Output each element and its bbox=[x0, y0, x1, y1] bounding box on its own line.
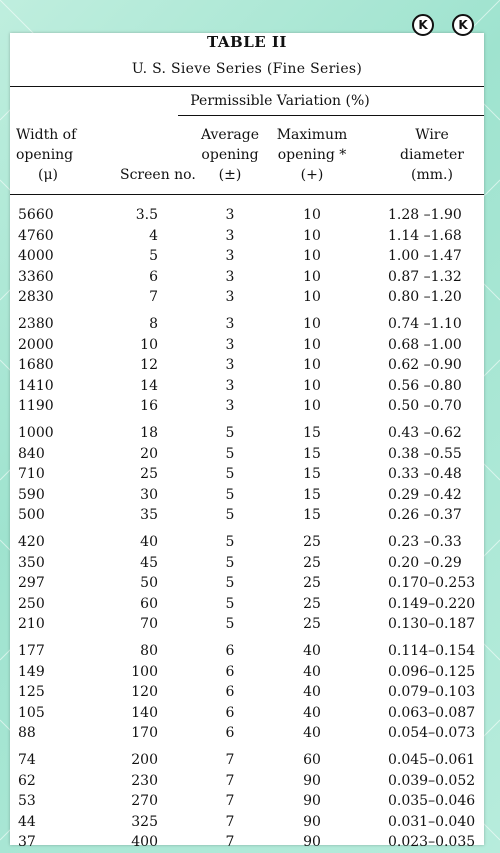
cell-width: 2830 bbox=[18, 289, 54, 306]
cell-avg: 3 bbox=[225, 289, 235, 306]
cell-width: 1190 bbox=[18, 398, 54, 415]
cell-wire: 1.00 –1.47 bbox=[388, 248, 462, 265]
cell-max: 10 bbox=[303, 268, 321, 285]
header-max: Maximum opening * (+) bbox=[276, 127, 348, 183]
cell-wire: 1.28 –1.90 bbox=[388, 207, 462, 223]
table-row bbox=[10, 553, 484, 573]
cell-avg: 7 bbox=[225, 793, 235, 810]
cell-avg: 3 bbox=[225, 357, 235, 374]
cell-avg: 7 bbox=[225, 813, 235, 830]
cell-max: 40 bbox=[303, 663, 321, 680]
cell-max: 25 bbox=[303, 534, 321, 550]
table-row bbox=[10, 812, 484, 832]
cell-max: 15 bbox=[303, 486, 321, 503]
cell-max: 40 bbox=[303, 704, 321, 721]
table-row bbox=[10, 226, 484, 246]
cell-width: 2380 bbox=[18, 316, 54, 332]
cell-screen: 60 bbox=[140, 595, 158, 612]
cell-wire: 0.56 –0.80 bbox=[388, 377, 462, 394]
corner-badges bbox=[412, 14, 474, 36]
table-row bbox=[10, 376, 484, 396]
cell-screen: 35 bbox=[140, 507, 158, 524]
cell-width: 1000 bbox=[18, 425, 54, 441]
cell-wire: 0.33 –0.48 bbox=[388, 466, 462, 483]
table-row bbox=[10, 771, 484, 791]
cell-avg: 5 bbox=[225, 486, 235, 503]
header-wire: Wire diameter (mm.) bbox=[400, 127, 464, 183]
table-row bbox=[10, 723, 484, 743]
table-row bbox=[10, 267, 484, 287]
cell-screen: 30 bbox=[140, 486, 158, 503]
cell-avg: 5 bbox=[225, 616, 235, 633]
table-row bbox=[10, 355, 484, 375]
cell-max: 15 bbox=[303, 507, 321, 524]
cell-max: 25 bbox=[303, 595, 321, 612]
cell-avg: 6 bbox=[225, 725, 235, 742]
cell-avg: 5 bbox=[225, 575, 235, 592]
cell-width: 53 bbox=[18, 793, 36, 810]
cell-avg: 7 bbox=[225, 834, 235, 851]
cell-wire: 0.50 –0.70 bbox=[388, 398, 462, 415]
cell-wire: 0.26 –0.37 bbox=[388, 507, 462, 524]
cell-width: 62 bbox=[18, 772, 36, 789]
cell-max: 15 bbox=[303, 425, 321, 441]
cell-avg: 3 bbox=[225, 207, 235, 223]
cell-width: 710 bbox=[18, 466, 45, 483]
cell-screen: 200 bbox=[131, 752, 158, 768]
cell-width: 105 bbox=[18, 704, 45, 721]
rule-header bbox=[10, 194, 484, 195]
cell-wire: 0.096–0.125 bbox=[388, 663, 476, 680]
cell-width: 420 bbox=[18, 534, 45, 550]
cell-width: 210 bbox=[18, 616, 45, 633]
cell-wire: 0.063–0.087 bbox=[388, 704, 476, 721]
cell-screen: 18 bbox=[140, 425, 158, 441]
cell-wire: 0.149–0.220 bbox=[388, 595, 476, 612]
cell-max: 90 bbox=[303, 793, 321, 810]
cell-max: 10 bbox=[303, 377, 321, 394]
table-row bbox=[10, 505, 484, 525]
cell-screen: 50 bbox=[140, 575, 158, 592]
cell-screen: 6 bbox=[149, 268, 158, 285]
cell-wire: 0.20 –0.29 bbox=[388, 554, 462, 571]
cell-avg: 7 bbox=[225, 752, 235, 768]
table-row bbox=[10, 532, 484, 552]
table-row bbox=[10, 573, 484, 593]
cell-wire: 0.170–0.253 bbox=[388, 575, 476, 592]
cell-max: 40 bbox=[303, 684, 321, 701]
cell-wire: 0.035–0.046 bbox=[388, 793, 476, 810]
table-row bbox=[10, 423, 484, 443]
cell-screen: 270 bbox=[131, 793, 158, 810]
table-row bbox=[10, 703, 484, 723]
cell-screen: 80 bbox=[140, 643, 158, 659]
cell-width: 125 bbox=[18, 684, 45, 701]
cell-width: 88 bbox=[18, 725, 36, 742]
cell-screen: 45 bbox=[140, 554, 158, 571]
cell-max: 15 bbox=[303, 466, 321, 483]
cell-avg: 3 bbox=[225, 377, 235, 394]
table-subtitle: U. S. Sieve Series (Fine Series) bbox=[131, 61, 363, 77]
cell-width: 37 bbox=[18, 834, 36, 851]
cell-screen: 230 bbox=[131, 772, 158, 789]
header-screen: Screen no. bbox=[120, 167, 196, 183]
table-row bbox=[10, 287, 484, 307]
table-row bbox=[10, 791, 484, 811]
cell-max: 90 bbox=[303, 813, 321, 830]
cell-screen: 12 bbox=[140, 357, 158, 374]
table-row bbox=[10, 444, 484, 464]
cell-wire: 0.039–0.052 bbox=[388, 772, 476, 789]
cell-wire: 0.079–0.103 bbox=[388, 684, 476, 701]
cell-screen: 3.5 bbox=[135, 207, 158, 223]
cell-max: 10 bbox=[303, 207, 321, 223]
cell-width: 44 bbox=[18, 813, 36, 830]
table-row bbox=[10, 832, 484, 852]
table-title: TABLE II bbox=[207, 33, 287, 51]
cell-wire: 0.054–0.073 bbox=[388, 725, 476, 742]
cell-width: 2000 bbox=[18, 336, 54, 353]
cell-max: 90 bbox=[303, 772, 321, 789]
cell-width: 5660 bbox=[18, 207, 54, 223]
cell-width: 4000 bbox=[18, 248, 54, 265]
cell-screen: 25 bbox=[140, 466, 158, 483]
cell-width: 4760 bbox=[18, 227, 54, 244]
cell-avg: 6 bbox=[225, 684, 235, 701]
cell-avg: 6 bbox=[225, 643, 235, 659]
cell-avg: 5 bbox=[225, 534, 235, 550]
cell-max: 10 bbox=[303, 398, 321, 415]
cell-width: 74 bbox=[18, 752, 36, 768]
cell-max: 25 bbox=[303, 554, 321, 571]
cell-width: 500 bbox=[18, 507, 45, 524]
cell-screen: 16 bbox=[140, 398, 158, 415]
cell-avg: 3 bbox=[225, 227, 235, 244]
cell-avg: 5 bbox=[225, 554, 235, 571]
cell-max: 10 bbox=[303, 357, 321, 374]
cell-width: 590 bbox=[18, 486, 45, 503]
cell-avg: 5 bbox=[225, 507, 235, 524]
cell-max: 15 bbox=[303, 445, 321, 462]
cell-screen: 4 bbox=[149, 227, 158, 244]
cell-screen: 10 bbox=[140, 336, 158, 353]
table-row bbox=[10, 205, 484, 225]
cell-wire: 0.045–0.061 bbox=[388, 752, 476, 768]
cell-avg: 6 bbox=[225, 663, 235, 680]
cell-screen: 140 bbox=[131, 704, 158, 721]
table-row bbox=[10, 485, 484, 505]
rule-top bbox=[10, 86, 484, 87]
cell-width: 297 bbox=[18, 575, 45, 592]
cell-width: 1410 bbox=[18, 377, 54, 394]
cell-max: 40 bbox=[303, 643, 321, 659]
cell-screen: 325 bbox=[131, 813, 158, 830]
cell-wire: 1.14 –1.68 bbox=[388, 227, 462, 244]
header-width: Width of opening (μ) bbox=[16, 127, 77, 183]
cell-width: 3360 bbox=[18, 268, 54, 285]
rule-group bbox=[178, 115, 484, 116]
cell-avg: 7 bbox=[225, 772, 235, 789]
table-row bbox=[10, 641, 484, 661]
cell-avg: 5 bbox=[225, 445, 235, 462]
cell-max: 10 bbox=[303, 336, 321, 353]
cell-screen: 14 bbox=[140, 377, 158, 394]
cell-width: 177 bbox=[18, 643, 45, 659]
cell-screen: 8 bbox=[149, 316, 158, 332]
table-page bbox=[10, 33, 484, 851]
cell-screen: 70 bbox=[140, 616, 158, 633]
cell-width: 840 bbox=[18, 445, 45, 462]
cell-max: 10 bbox=[303, 227, 321, 244]
cell-max: 10 bbox=[303, 248, 321, 265]
cell-width: 350 bbox=[18, 554, 45, 571]
cell-screen: 40 bbox=[140, 534, 158, 550]
cell-max: 10 bbox=[303, 289, 321, 306]
cell-wire: 0.031–0.040 bbox=[388, 813, 476, 830]
cell-wire: 0.80 –1.20 bbox=[388, 289, 462, 306]
cell-wire: 0.62 –0.90 bbox=[388, 357, 462, 374]
cell-screen: 170 bbox=[131, 725, 158, 742]
cell-max: 60 bbox=[303, 752, 321, 768]
cell-max: 25 bbox=[303, 575, 321, 592]
cell-screen: 7 bbox=[149, 289, 158, 306]
table-row bbox=[10, 396, 484, 416]
cell-screen: 20 bbox=[140, 445, 158, 462]
cell-avg: 3 bbox=[225, 336, 235, 353]
cell-wire: 0.23 –0.33 bbox=[388, 534, 462, 550]
table-row bbox=[10, 594, 484, 614]
cell-max: 10 bbox=[303, 316, 321, 332]
header-avg: Average opening (±) bbox=[200, 127, 260, 183]
cell-wire: 0.74 –1.10 bbox=[388, 316, 462, 332]
cell-avg: 3 bbox=[225, 268, 235, 285]
cell-wire: 0.023–0.035 bbox=[388, 834, 476, 851]
cell-avg: 5 bbox=[225, 466, 235, 483]
cell-max: 40 bbox=[303, 725, 321, 742]
cell-wire: 0.43 –0.62 bbox=[388, 425, 462, 441]
k-badge-icon: K bbox=[412, 14, 434, 36]
cell-width: 250 bbox=[18, 595, 45, 612]
group-header: Permissible Variation (%) bbox=[190, 93, 370, 109]
cell-avg: 3 bbox=[225, 248, 235, 265]
k-badge-icon: K bbox=[452, 14, 474, 36]
cell-wire: 0.114–0.154 bbox=[388, 643, 476, 659]
cell-screen: 5 bbox=[149, 248, 158, 265]
cell-wire: 0.68 –1.00 bbox=[388, 336, 462, 353]
cell-max: 25 bbox=[303, 616, 321, 633]
table-row bbox=[10, 682, 484, 702]
cell-width: 149 bbox=[18, 663, 45, 680]
table-row bbox=[10, 314, 484, 334]
cell-screen: 100 bbox=[131, 663, 158, 680]
cell-max: 90 bbox=[303, 834, 321, 851]
table-row bbox=[10, 335, 484, 355]
table-row bbox=[10, 662, 484, 682]
cell-avg: 3 bbox=[225, 316, 235, 332]
cell-wire: 0.38 –0.55 bbox=[388, 445, 462, 462]
cell-wire: 0.29 –0.42 bbox=[388, 486, 462, 503]
cell-avg: 5 bbox=[225, 425, 235, 441]
cell-avg: 3 bbox=[225, 398, 235, 415]
cell-avg: 5 bbox=[225, 595, 235, 612]
table-row bbox=[10, 750, 484, 770]
cell-wire: 0.130–0.187 bbox=[388, 616, 476, 633]
cell-screen: 400 bbox=[131, 834, 158, 851]
table-row bbox=[10, 614, 484, 634]
cell-wire: 0.87 –1.32 bbox=[388, 268, 462, 285]
table-row bbox=[10, 246, 484, 266]
cell-avg: 6 bbox=[225, 704, 235, 721]
cell-screen: 120 bbox=[131, 684, 158, 701]
cell-width: 1680 bbox=[18, 357, 54, 374]
table-row bbox=[10, 464, 484, 484]
